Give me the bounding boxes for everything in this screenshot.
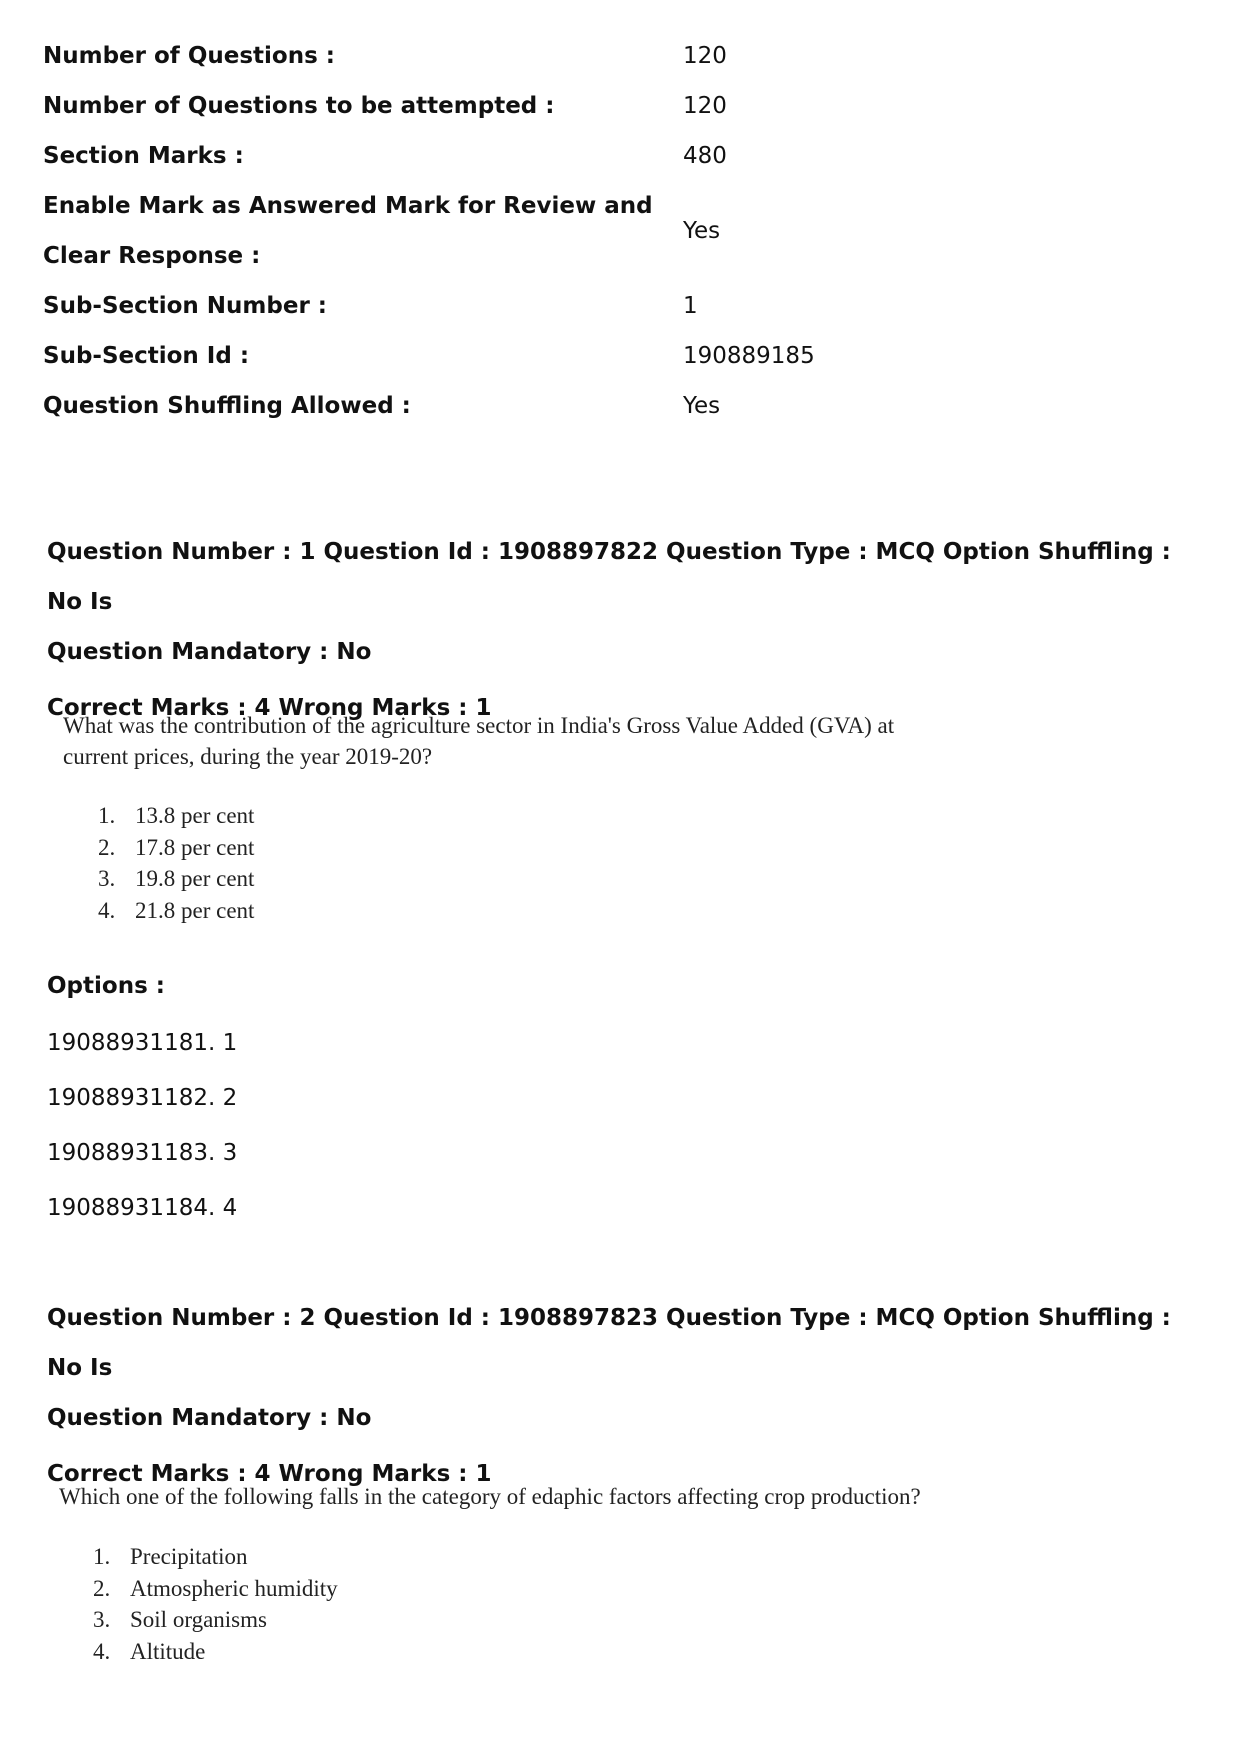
meta-value: 480: [683, 143, 727, 169]
choice-item: 3. Soil organisms: [93, 1607, 267, 1632]
meta-value: 1: [683, 293, 698, 319]
section-metadata: [43, 31, 1203, 431]
meta-label: Question Shuffling Allowed :: [43, 393, 411, 419]
question-text-line2: current prices, during the year 2019-20?: [63, 744, 433, 769]
question-2-body: [59, 1481, 1219, 1512]
meta-row-sub-section-id: [43, 331, 1203, 381]
question-header-line2: Question Mandatory : No: [47, 639, 372, 665]
question-2-choices: [93, 1541, 1240, 1667]
choice-item: 3. 19.8 per cent: [98, 866, 255, 891]
question-1: [47, 527, 1207, 733]
meta-label: Number of Questions :: [43, 43, 335, 69]
option-row: 19088931182. 2: [47, 1085, 238, 1111]
option-row: 19088931181. 1: [47, 1030, 238, 1056]
question-marks: Correct Marks : 4 Wrong Marks : 1: [47, 1461, 492, 1487]
meta-row-enable-mark-as-answered: [43, 181, 1203, 281]
meta-label-line1: Enable Mark as Answered Mark for Review and: [43, 193, 653, 219]
choice-item: 2. Atmospheric humidity: [93, 1575, 338, 1601]
choice-item: 2. 17.8 per cent: [98, 834, 255, 860]
meta-value: 120: [683, 43, 727, 69]
meta-value: Yes: [683, 393, 721, 419]
question-header-line2: Question Mandatory : No: [47, 1405, 372, 1431]
option-row: 19088931183. 3: [47, 1140, 238, 1166]
meta-label: Sub-Section Number :: [43, 293, 328, 319]
question-text-line1: What was the contribution of the agriculture sector in India's Gross Value Added (GVA) at: [63, 713, 895, 738]
meta-label: Number of Questions to be attempted :: [43, 93, 555, 119]
question-1-choices: [98, 800, 1240, 926]
meta-row-sub-section-number: [43, 281, 1203, 331]
choice-item: 4. Altitude: [93, 1638, 206, 1664]
meta-value: 190889185: [683, 343, 815, 369]
meta-label: Section Marks :: [43, 143, 244, 169]
meta-value: Yes: [683, 218, 721, 244]
question-1-body: [63, 710, 1223, 772]
question-marks: Correct Marks : 4 Wrong Marks : 1: [47, 695, 492, 721]
meta-row-number-of-questions: [43, 31, 1203, 81]
question-2: [47, 1293, 1207, 1499]
options-title: Options :: [47, 973, 165, 999]
option-row: 19088931184. 4: [47, 1195, 238, 1221]
meta-label-line2: Clear Response :: [43, 243, 261, 269]
question-1-options: [47, 961, 1207, 1236]
meta-label: [43, 181, 683, 281]
question-header-line1: Question Number : 1 Question Id : 1908897822 Question Type : MCQ Option Shuffling : No Is: [47, 539, 1171, 615]
choice-item: 1. 13.8 per cent: [98, 803, 255, 828]
question-header-line1: Question Number : 2 Question Id : 1908897823 Question Type : MCQ Option Shuffling : No Is: [47, 1305, 1171, 1381]
meta-label: Sub-Section Id :: [43, 343, 250, 369]
meta-value: 120: [683, 93, 727, 119]
meta-row-section-marks: [43, 131, 1203, 181]
choice-item: 1. Precipitation: [93, 1544, 248, 1569]
meta-row-questions-to-attempt: [43, 81, 1203, 131]
question-text-line1: Which one of the following falls in the category of edaphic factors affecting crop production?: [59, 1484, 921, 1509]
choice-item: 4. 21.8 per cent: [98, 897, 255, 923]
meta-row-question-shuffling: [43, 381, 1203, 431]
